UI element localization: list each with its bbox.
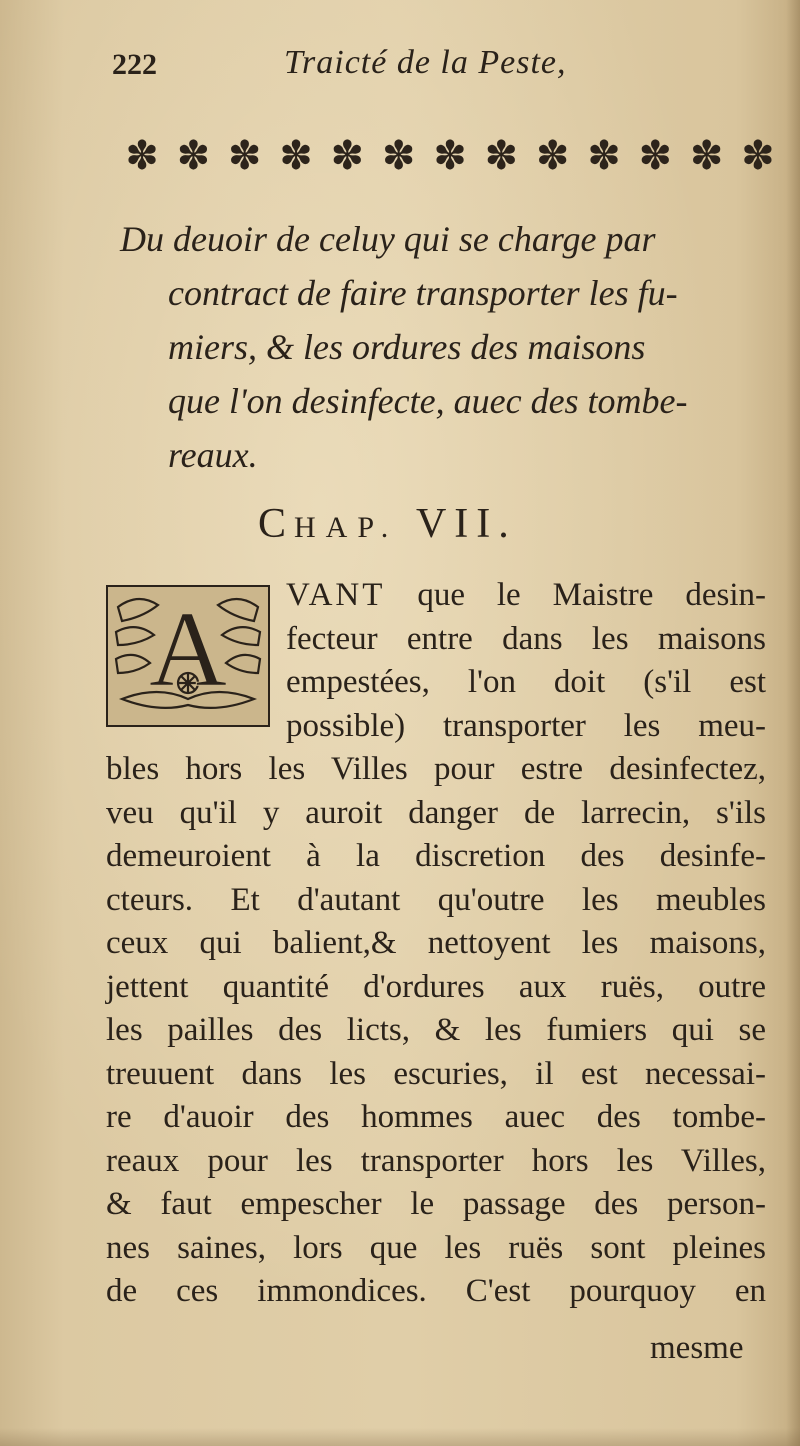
body-line: nes saines, lors que les ruës sont pleines	[106, 1229, 766, 1266]
page-edge-shadow	[786, 0, 800, 1446]
body-line: fecteur entre dans les maisons	[286, 620, 766, 657]
body-line: veu qu'il y auroit danger de larrecin, s'ils	[106, 794, 766, 831]
chapter-label	[258, 500, 517, 548]
chapter-numeral: VII.	[415, 501, 517, 547]
fleuron-icon: ✽	[279, 133, 313, 179]
running-title: Traicté de la Peste,	[284, 44, 567, 81]
body-line: demeuroient à la discretion des desinfe-	[106, 838, 766, 874]
body-text	[106, 574, 766, 1314]
page-bottom-shadow	[0, 1428, 800, 1446]
chapter-heading	[120, 212, 780, 482]
drop-cap-letter: A	[149, 590, 227, 709]
fleuron-icon: ✽	[227, 133, 262, 179]
fleuron-icon: ✽	[330, 133, 365, 179]
fleuron-icon: ✽	[689, 133, 724, 179]
body-line: empestées, l'on doit (s'il est	[286, 664, 766, 700]
chapter-heading-line: reaux.	[168, 435, 258, 475]
catchword: mesme	[650, 1330, 744, 1366]
body-line: & faut empescher le passage des person-	[106, 1186, 766, 1222]
body-line: re d'auoir des hommes auec des tombe-	[106, 1099, 766, 1135]
body-line: ceux qui balient,& nettoyent les maisons,	[106, 925, 766, 961]
body-line: possible) transporter les meu-	[286, 707, 766, 744]
chapter-heading-line: Du deuoir de celuy qui se charge par	[120, 219, 656, 259]
fleuron-icon: ✽	[381, 133, 416, 179]
page-number: 222	[112, 48, 157, 81]
body-line: les pailles des licts, & les fumiers qui se	[106, 1012, 766, 1048]
chapter-label-initial: C	[258, 501, 295, 547]
body-line: jettent quantité d'ordures aux ruës, outre	[106, 968, 766, 1005]
running-head	[112, 44, 612, 94]
fleuron-icon: ✽	[535, 133, 570, 179]
first-word-rest: VANT	[286, 577, 386, 613]
fleuron-icon: ✽	[741, 133, 775, 179]
chapter-heading-line: miers, & les ordures des maisons	[168, 327, 646, 367]
fleuron-icon: ✽	[638, 133, 673, 179]
fleuron-icon: ✽	[587, 133, 621, 179]
fleuron-icon: ✽	[484, 133, 519, 179]
body-line: treuuent dans les escuries, il est necessai-	[106, 1055, 766, 1092]
body-line-text: que le Maistre desin-	[417, 577, 766, 613]
body-line: bles hors les Villes pour estre desinfectez,	[106, 751, 766, 787]
fleuron-icon: ✽	[125, 133, 159, 179]
fleuron-icon: ✽	[176, 133, 211, 179]
ornament-band	[118, 132, 782, 180]
body-line: cteurs. Et d'autant qu'outre les meubles	[106, 881, 766, 918]
body-line: de ces immondices. C'est pourquoy en	[106, 1273, 766, 1309]
body-line: reaux pour les transporter hors les Villes,	[106, 1142, 766, 1179]
chapter-label-word: HAP.	[294, 511, 399, 544]
fleuron-icon: ✽	[433, 133, 467, 179]
body-line	[106, 574, 766, 618]
chapter-heading-line: contract de faire transporter les fu-	[168, 273, 678, 313]
chapter-heading-line: que l'on desinfecte, auec des tombe-	[168, 381, 688, 421]
